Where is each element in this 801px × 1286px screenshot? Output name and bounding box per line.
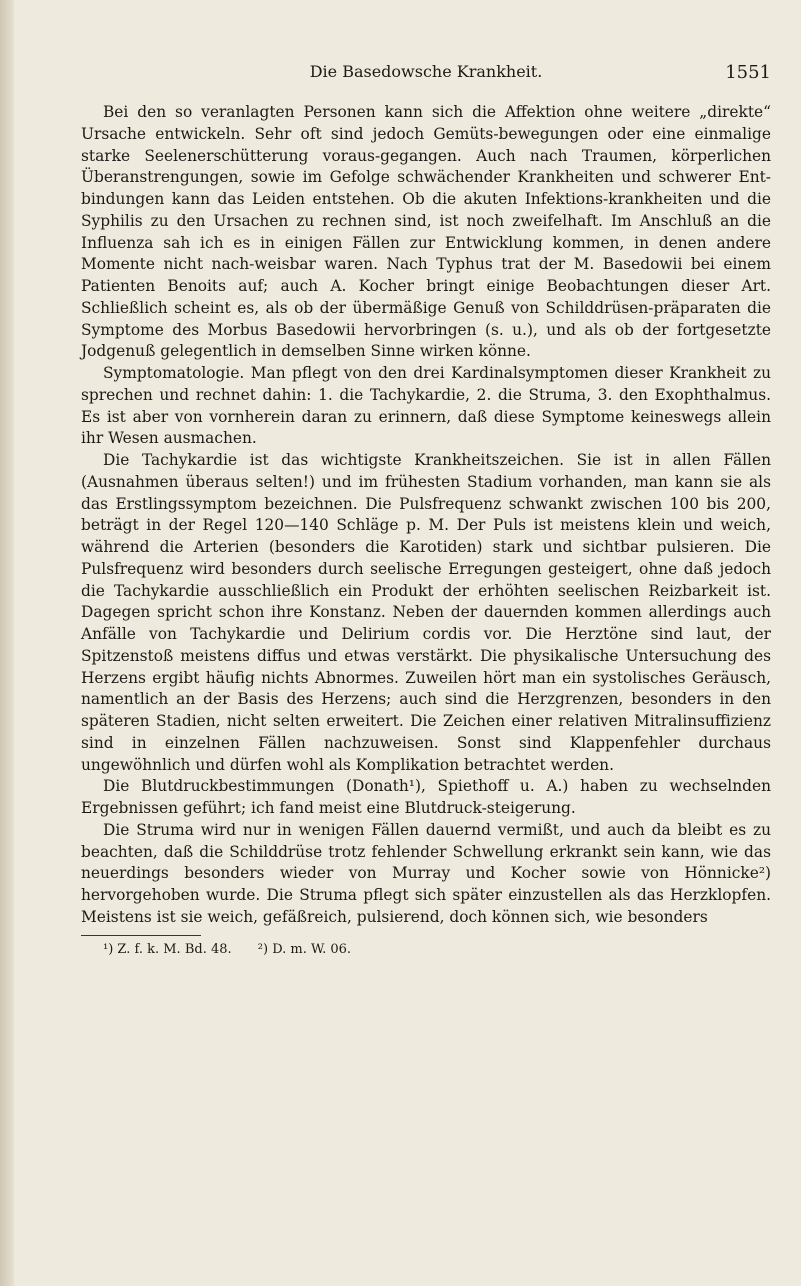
book-page xyxy=(81,62,771,959)
paragraph-symptomatology: Symptomatologie. Man pflegt von den drei Kardinalsymptomen dieser Krankheit zu sprechen und rechnet dahin: 1. die Tachykardie, 2. die Struma, 3. den Exophthalmus. Es ist aber von vornherein daran zu erinnern, daß diese Symptome keineswegs allein ihr Wesen ausmachen. xyxy=(81,364,771,448)
paragraph-blood-pressure: Die Blutdruckbestimmungen (Donath¹), Spiethoff u. A.) haben zu wechselnden Ergebnissen geführt; ich fand meist eine Blutdruck-steigerung. xyxy=(81,777,771,817)
paragraph-struma: Die Struma wird nur in wenigen Fällen dauernd vermißt, und auch da bleibt es zu beachten, daß die Schilddrüse trotz fehlender Schwellung erkrankt sein kann, wie das neuerdings besonders wieder von Murray und Kocher sowie von Hönnicke²) hervorgehoben wurde. Die Struma pflegt sich später einzustellen als das Herzklopfen. Meistens ist sie weich, gefäßreich, pulsierend, doch können sich, wie besonders xyxy=(81,820,771,926)
paragraph-tachycardia: Die Tachykardie ist das wichtigste Krankheitszeichen. Sie ist in allen Fällen (Ausnahmen überaus selten!) und im frühesten Stadium vorhanden, man kann sie als das Erstlingssymptom bezeichnen. Die Pulsfrequenz schwankt zwischen 100 bis 200, beträgt in der Regel 120—140 Schläge p. M. Der Puls ist meistens klein und weich, während die Arterien (besonders die Karotiden) stark und sichtbar pulsieren. Die Pulsfrequenz wird besonders durch seelische Erregungen gesteigert, ohne daß jedoch die Tachykardie ausschließlich ein Produkt der erhöhten seelischen Reizbarkeit ist. Dagegen spricht schon ihre Konstanz. Neben der dauernden kommen allerdings auch Anfälle von Tachykardie und Delirium cordis vor. Die Herztöne sind laut, der Spitzenstoß meistens diffus und etwas verstärkt. Die physikalische Untersuchung des Herzens ergibt häufig nichts Abnormes. Zuweilen hört man ein systolisches Geräusch, namentlich an der Basis des Herzens; auch sind die Herzgrenzen, besonders in den späteren Stadien, nicht selten erweitert. Die Zeichen einer relativen Mitralinsuffizienz sind in einzelnen Fällen nachzuweisen. Sonst sind Klappenfehler durchaus ungewöhnlich und dürfen wohl als Komplikation betrachtet werden. xyxy=(81,451,771,774)
footnote-divider xyxy=(81,935,201,936)
footnotes xyxy=(81,941,771,959)
page-number: 1551 xyxy=(725,62,771,83)
running-title: Die Basedowsche Krankheit. xyxy=(309,62,543,81)
footnote-1: ¹) Z. f. k. M. Bd. 48. xyxy=(103,941,232,957)
paragraph-etiology: Bei den so veranlagten Personen kann sich die Affektion ohne weitere „direkte“ Ursache entwickeln. Sehr oft sind jedoch Gemüts-bewegungen oder eine einmalige starke Seelenerschütterung voraus-gegangen. Auch nach Traumen, körperlichen Überanstrengungen, sowie im Gefolge schwächender Krankheiten und schwerer Ent-bindungen kann das Leiden entstehen. Ob die akuten Infektions-krankheiten und die Syphilis zu den Ursachen zu rechnen sind, ist noch zweifelhaft. Im Anschluß an die Influenza sah ich es in einigen Fällen zur Entwicklung kommen, in denen andere Momente nicht nach-weisbar waren. Nach Typhus trat der M. Basedowii bei einem Patienten Benoits auf; auch A. Kocher bringt einige Beobachtungen dieser Art. Schließlich scheint es, als ob der übermäßige Genuß von Schilddrüsen-präparaten die Symptome des Morbus Basedowii hervorbringen (s. u.), und als ob der fortgesetzte Jodgenuß gelegentlich in demselben Sinne wirken könne. xyxy=(81,103,771,361)
footnote-2: ²) D. m. W. 06. xyxy=(257,941,352,957)
body-text xyxy=(81,102,771,929)
book-binding-edge xyxy=(0,0,14,1286)
running-header xyxy=(81,62,771,92)
